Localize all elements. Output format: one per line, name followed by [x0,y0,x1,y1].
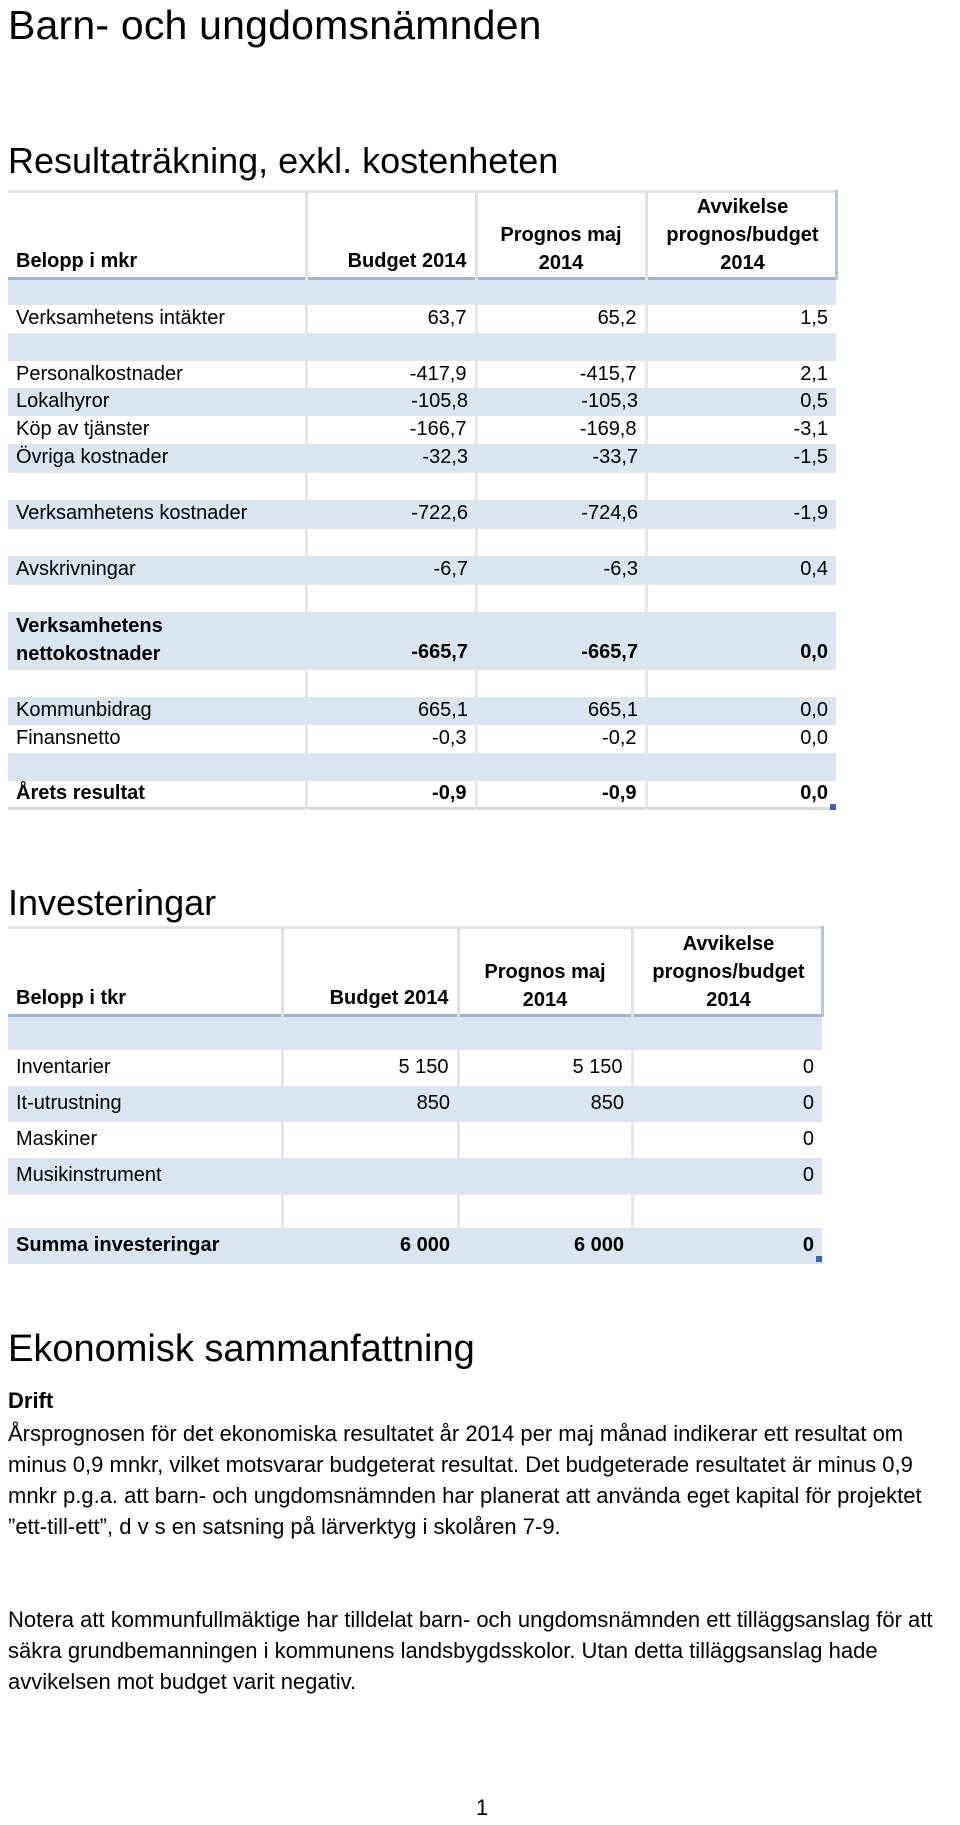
row-budget: -722,6 [306,500,476,528]
row-avvikelse: 0 [632,1122,822,1158]
invest-header-row [8,928,822,1016]
row-budget: -166,7 [306,416,476,444]
table-row [8,1086,822,1122]
row-prognos: -415,7 [476,361,646,388]
header-avvikelse-text: Avvikelse prognos/budget 2014 [652,933,805,1011]
header-avvikelse [632,928,822,1016]
row-avvikelse: 0 [632,1228,822,1264]
row-label: Avskrivningar [8,556,306,584]
row-avvikelse: -3,1 [646,416,836,444]
row-budget [282,1122,458,1158]
summary-paragraph-1: Årsprognosen för det ekonomiska resultatet år 2014 per maj månad indikerar ett resultat om minus 0,9 mnkr, vilket motsvarar budgeterat resultat. Det budgeterade resultatet är minus 0,9 mnkr p.g.a. att barn- och ungdomsnämnden har planerat att använda eget kapital för projektet ”ett-till-ett”, d v s en satsning på lärverktyg i skolåren 7-9. [8,1421,922,1539]
row-prognos: 850 [458,1086,632,1122]
row-avvikelse: 0 [632,1086,822,1122]
row-label: Verksamhetens kostnader [8,500,306,528]
table-row-total [8,612,836,669]
row-label: Summa investeringar [8,1228,282,1264]
table-row [8,444,836,472]
table-row [8,388,836,416]
table-row [8,556,836,584]
row-avvikelse: 2,1 [646,361,836,388]
page-number: 1 [476,1795,489,1820]
row-prognos: -724,6 [476,500,646,528]
row-avvikelse: 0,4 [646,556,836,584]
row-label: Musikinstrument [8,1158,282,1194]
row-avvikelse: 0,5 [646,388,836,416]
row-prognos: 65,2 [476,305,646,333]
table-row [8,1122,822,1158]
table-row [8,1050,822,1086]
table-row-total [8,1228,822,1264]
header-prognos [458,928,632,1016]
table-corner-marker [830,804,836,810]
row-avvikelse: 0,0 [646,612,836,669]
summary-subheading: Drift [8,1388,54,1413]
header-prognos-text: Prognos maj 2014 [500,224,622,274]
row-prognos: -0,2 [476,725,646,753]
header-prognos [476,192,646,279]
row-avvikelse: 0,0 [646,781,836,809]
header-prognos-text: Prognos maj 2014 [484,961,606,1011]
invest-table [8,926,824,1264]
table-corner-marker [816,1256,822,1262]
row-prognos: 665,1 [476,697,646,725]
table-row-result [8,781,836,809]
header-avvikelse-text: Avvikelse prognos/budget 2014 [666,196,819,274]
summary-heading: Ekonomisk sammanfattning [8,1328,475,1370]
table-row [8,361,836,388]
row-prognos: -6,3 [476,556,646,584]
row-budget: -417,9 [306,361,476,388]
header-belopp: Belopp i mkr [8,192,306,279]
row-budget [282,1158,458,1194]
row-label: Kommunbidrag [8,697,306,725]
row-avvikelse: -1,5 [646,444,836,472]
result-header-row [8,192,836,279]
summary-paragraph-2: Notera att kommunfullmäktige har tilldelat barn- och ungdomsnämnden ett tilläggsanslag för att säkra grundbemanningen i kommunens landsbygdsskolor. Utan detta tilläggsanslag hade avvikelsen mot budget varit negativ. [8,1607,933,1694]
row-budget: -32,3 [306,444,476,472]
header-budget: Budget 2014 [306,192,476,279]
row-label: Maskiner [8,1122,282,1158]
table-row [8,416,836,444]
table-row [8,500,836,528]
row-label: Övriga kostnader [8,444,306,472]
result-heading: Resultaträkning, exkl. kostenheten [8,140,559,181]
row-avvikelse: 0,0 [646,697,836,725]
row-budget: 5 150 [282,1050,458,1086]
row-budget: 850 [282,1086,458,1122]
row-avvikelse: 1,5 [646,305,836,333]
row-budget: 6 000 [282,1228,458,1264]
header-budget: Budget 2014 [282,928,458,1016]
table-row [8,305,836,333]
header-avvikelse [646,192,836,279]
row-prognos: 6 000 [458,1228,632,1264]
row-budget: -6,7 [306,556,476,584]
row-label: Verksamhetens nettokostnader [8,612,306,669]
row-budget: 665,1 [306,697,476,725]
row-budget: -0,3 [306,725,476,753]
row-avvikelse: 0 [632,1050,822,1086]
row-budget: -0,9 [306,781,476,809]
row-budget: 63,7 [306,305,476,333]
row-avvikelse: -1,9 [646,500,836,528]
row-label: Köp av tjänster [8,416,306,444]
invest-heading: Investeringar [8,882,217,923]
row-label: Personalkostnader [8,361,306,388]
row-label: It-utrustning [8,1086,282,1122]
row-prognos [458,1158,632,1194]
row-prognos: -105,3 [476,388,646,416]
row-prognos: -169,8 [476,416,646,444]
table-row [8,697,836,725]
row-budget: -665,7 [306,612,476,669]
row-budget: -105,8 [306,388,476,416]
row-label: Verksamhetens intäkter [8,305,306,333]
page-title: Barn- och ungdomsnämnden [8,2,542,48]
table-row [8,725,836,753]
row-avvikelse: 0 [632,1158,822,1194]
table-row [8,1158,822,1194]
row-label: Inventarier [8,1050,282,1086]
row-avvikelse: 0,0 [646,725,836,753]
row-prognos: -665,7 [476,612,646,669]
row-prognos: 5 150 [458,1050,632,1086]
row-label: Finansnetto [8,725,306,753]
row-label: Årets resultat [8,781,306,809]
result-table [8,190,838,810]
row-label: Lokalhyror [8,388,306,416]
row-prognos [458,1122,632,1158]
header-belopp: Belopp i tkr [8,928,282,1016]
row-prognos: -33,7 [476,444,646,472]
row-prognos: -0,9 [476,781,646,809]
